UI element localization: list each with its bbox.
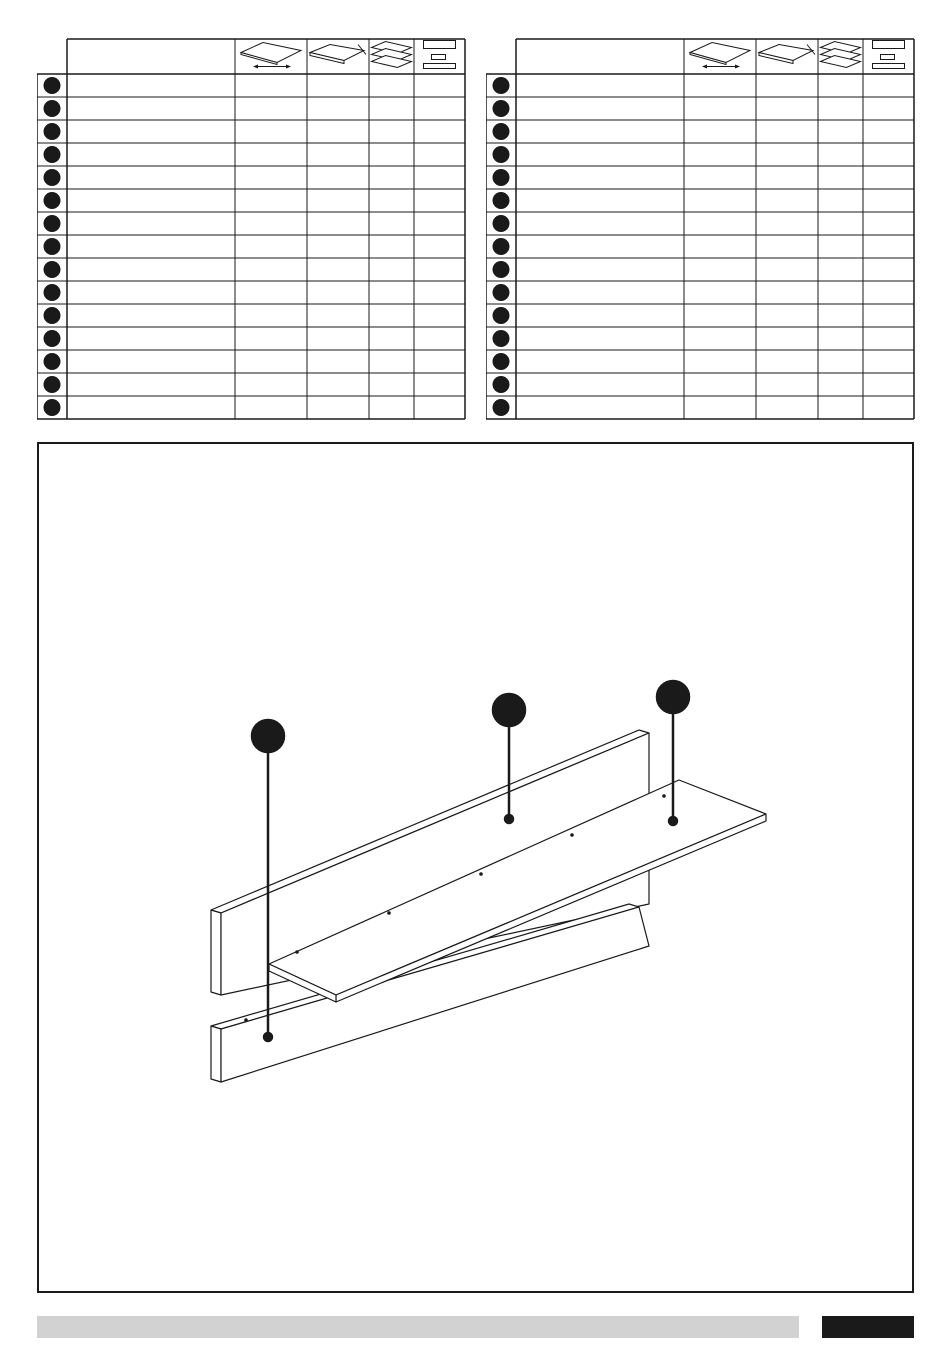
width-icon	[310, 45, 366, 64]
row-number-bullet	[493, 284, 510, 301]
row-number-bullet	[493, 353, 510, 370]
row-number-bullet	[44, 77, 61, 94]
length-icon	[690, 43, 750, 69]
assembly-drawing-frame	[37, 442, 914, 1293]
parts-table-right	[486, 37, 916, 422]
row-number-bullet	[44, 399, 61, 416]
row-number-bullet	[44, 192, 61, 209]
row-number-bullet	[493, 399, 510, 416]
row-number-bullet	[44, 284, 61, 301]
row-number-bullet	[493, 376, 510, 393]
row-number-bullet	[493, 307, 510, 324]
quantity-stack-icon	[372, 42, 412, 68]
screw-hole	[662, 794, 666, 798]
row-number-bullet	[44, 261, 61, 278]
row-number-bullet	[493, 330, 510, 347]
screw-hole	[387, 911, 391, 915]
length-icon	[241, 43, 301, 69]
row-number-bullet	[44, 330, 61, 347]
row-number-bullet	[44, 238, 61, 255]
row-number-bullet	[493, 77, 510, 94]
row-number-bullet	[44, 169, 61, 186]
row-number-bullet	[493, 169, 510, 186]
row-number-bullet	[44, 100, 61, 117]
row-number-bullet	[493, 192, 510, 209]
row-number-bullet	[44, 123, 61, 140]
assembly-drawing	[39, 444, 916, 1295]
footer-bar	[37, 1316, 799, 1338]
row-number-bullet	[44, 376, 61, 393]
width-icon	[759, 45, 815, 64]
row-number-bullet	[44, 307, 61, 324]
screw-hole	[479, 872, 483, 876]
parts-table-right-grid	[486, 39, 914, 419]
row-number-bullet	[493, 123, 510, 140]
row-number-bullet	[44, 215, 61, 232]
row-number-bullet	[44, 353, 61, 370]
callout-back-panel	[252, 720, 284, 1041]
parts-table-left-grid	[37, 39, 465, 419]
row-number-bullet	[493, 238, 510, 255]
row-number-bullet	[493, 215, 510, 232]
page-number-block	[822, 1316, 914, 1338]
row-number-bullet	[493, 146, 510, 163]
row-number-bullet	[44, 146, 61, 163]
screw-hole	[244, 1018, 248, 1022]
fittings-icon	[873, 41, 905, 69]
parts-table-left	[37, 37, 467, 422]
row-number-bullet	[493, 261, 510, 278]
fittings-icon	[424, 41, 456, 69]
screw-hole	[570, 833, 574, 837]
row-number-bullet	[493, 100, 510, 117]
screw-hole	[295, 950, 299, 954]
quantity-stack-icon	[821, 42, 861, 68]
